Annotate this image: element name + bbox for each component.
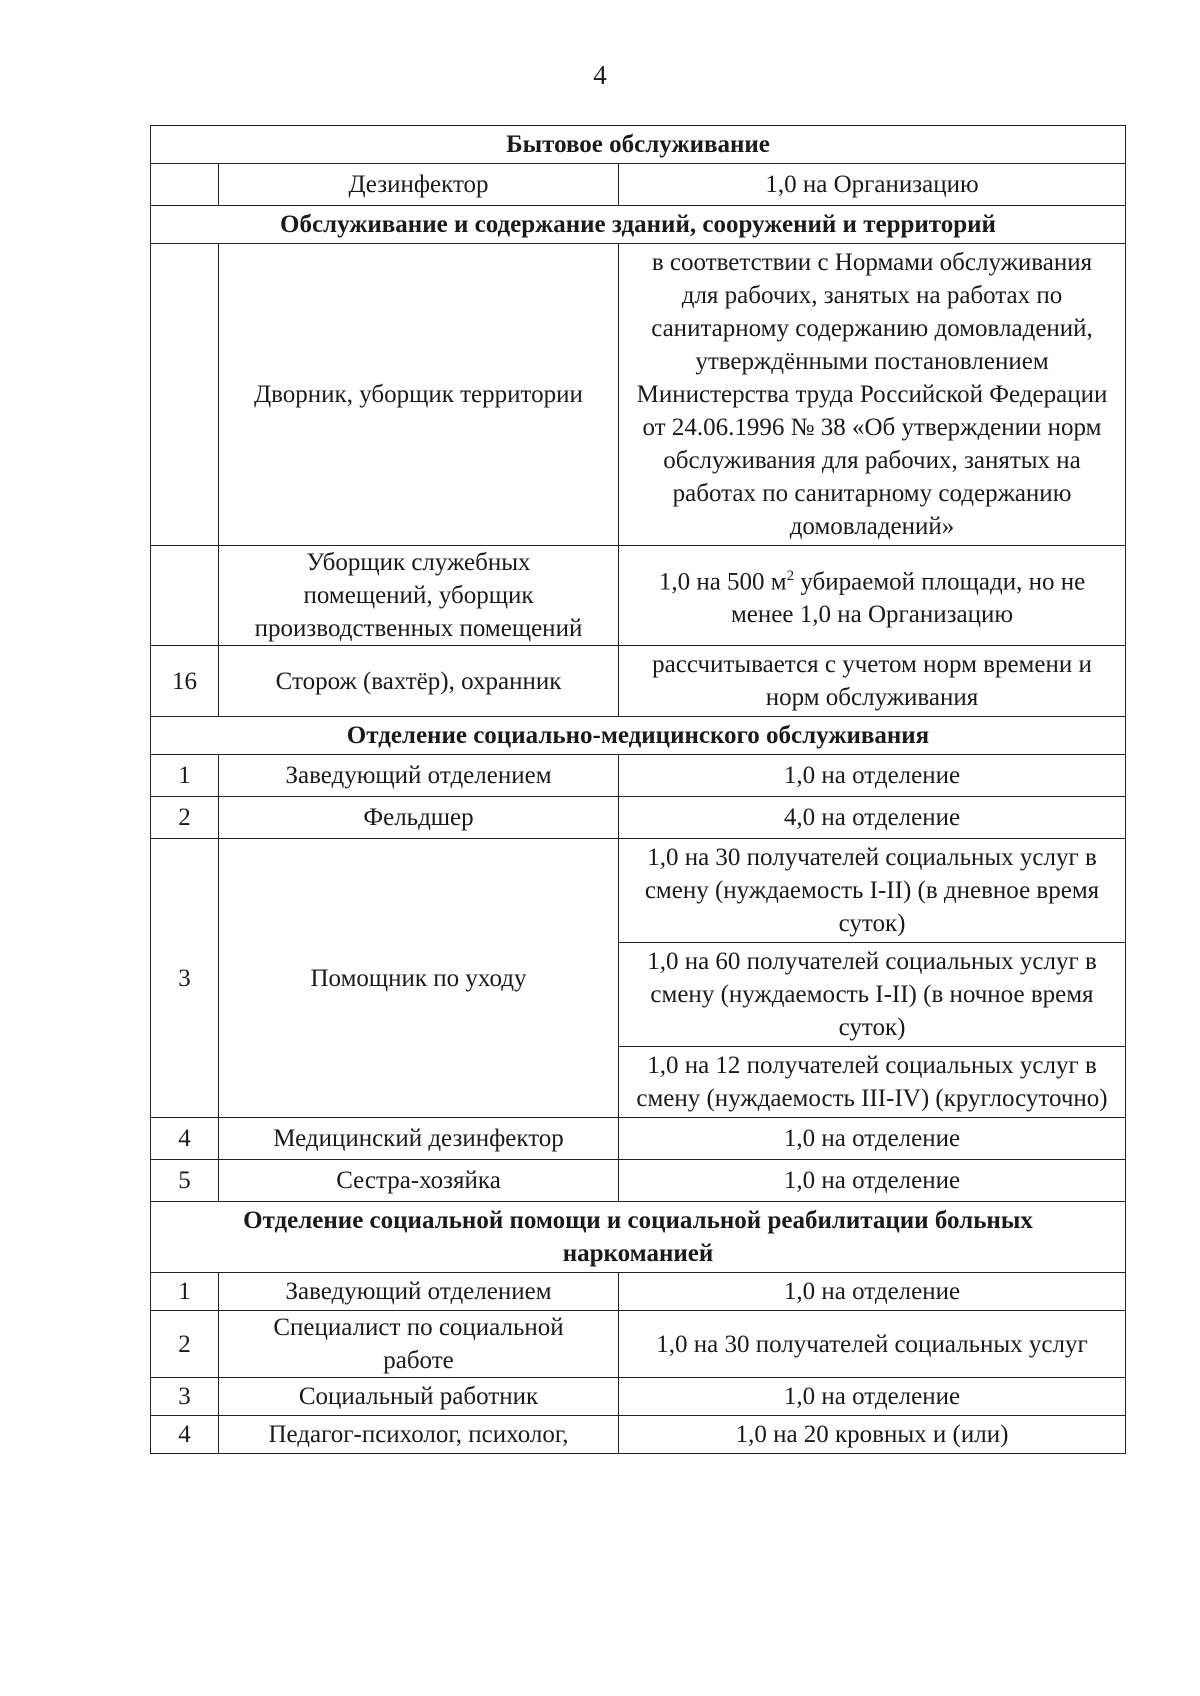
table-row	[151, 164, 1126, 206]
row-number: 4	[151, 1118, 219, 1160]
position-name: Специалист по социальной работе	[219, 1311, 619, 1378]
staffing-norm: 1,0 на 12 получателей социальных услуг в смену (нуждаемость III-IV) (круглосуточно)	[619, 1047, 1126, 1118]
staffing-norm: 1,0 на отделение	[619, 1160, 1126, 1202]
norm-superscript: 2	[786, 567, 795, 584]
staffing-norm: 1,0 на 20 кровных и (или)	[619, 1416, 1126, 1454]
row-number: 2	[151, 797, 219, 839]
position-name: Уборщик служебных помещений, уборщик производственных помещений	[219, 546, 619, 646]
row-number: 3	[151, 839, 219, 1118]
row-number: 5	[151, 1160, 219, 1202]
position-name: Заведующий отделением	[219, 755, 619, 797]
position-name: Заведующий отделением	[219, 1273, 619, 1311]
position-name: Помощник по уходу	[219, 839, 619, 1118]
row-number: 1	[151, 755, 219, 797]
row-number: 4	[151, 1416, 219, 1454]
section-header-row	[151, 126, 1126, 164]
position-name: Сестра-хозяйка	[219, 1160, 619, 1202]
page-number: 4	[593, 60, 607, 90]
row-number	[151, 546, 219, 646]
position-name: Социальный работник	[219, 1378, 619, 1416]
staffing-norm: 1,0 на Организацию	[619, 164, 1126, 206]
section-title: Отделение социальной помощи и социальной реабилитации больных наркоманией	[151, 1202, 1126, 1273]
staffing-norm: 1,0 на 30 получателей социальных услуг в смену (нуждаемость I-II) (в дневное время суток)	[619, 839, 1126, 943]
table-row	[151, 1160, 1126, 1202]
table-row	[151, 1311, 1126, 1378]
position-name: Сторож (вахтёр), охранник	[219, 646, 619, 717]
staffing-norm: 1,0 на отделение	[619, 1378, 1126, 1416]
table-row	[151, 755, 1126, 797]
table-row	[151, 1118, 1126, 1160]
position-name: Медицинский дезинфектор	[219, 1118, 619, 1160]
position-name: Фельдшер	[219, 797, 619, 839]
section-title: Обслуживание и содержание зданий, сооружений и территорий	[151, 206, 1126, 244]
table-row	[151, 1273, 1126, 1311]
table-row	[151, 1416, 1126, 1454]
norm-text-part: убираемой площади, но не менее 1,0 на Организацию	[730, 568, 1086, 629]
table-row	[151, 839, 1126, 943]
section-header-row	[151, 717, 1126, 755]
staffing-norm: 4,0 на отделение	[619, 797, 1126, 839]
staffing-table	[150, 125, 1126, 1454]
staffing-norm: 1,0 на отделение	[619, 755, 1126, 797]
row-number	[151, 244, 219, 546]
row-number: 1	[151, 1273, 219, 1311]
staffing-norm: 1,0 на 60 получателей социальных услуг в смену (нуждаемость I-II) (в ночное время суток)	[619, 943, 1126, 1047]
section-title: Отделение социально-медицинского обслуживания	[151, 717, 1126, 755]
row-number: 3	[151, 1378, 219, 1416]
staffing-norm: рассчитывается с учетом норм времени и норм обслуживания	[619, 646, 1126, 717]
section-header-row	[151, 206, 1126, 244]
row-number: 16	[151, 646, 219, 717]
row-number: 2	[151, 1311, 219, 1378]
norm-text-part: 1,0 на 500 м	[658, 568, 787, 596]
table-row	[151, 646, 1126, 717]
staffing-norm	[619, 546, 1126, 646]
section-header-row	[151, 1202, 1126, 1273]
position-name: Дворник, уборщик территории	[219, 244, 619, 546]
table-row	[151, 546, 1126, 646]
staffing-norm: 1,0 на отделение	[619, 1118, 1126, 1160]
table-row	[151, 797, 1126, 839]
position-name: Дезинфектор	[219, 164, 619, 206]
section-title: Бытовое обслуживание	[151, 126, 1126, 164]
table-row	[151, 244, 1126, 546]
staffing-norm: 1,0 на отделение	[619, 1273, 1126, 1311]
staffing-norm: в соответствии с Нормами обслуживания для рабочих, занятых на работах по санитарному содержанию домовладений, утверждёнными постановлением Министерства труда Российской Федерации от 24.06.1996 № 38 «Об утверждении норм обслуживания для рабочих, занятых на работах по санитарному содержанию домовладений»	[619, 244, 1126, 546]
table-row	[151, 1378, 1126, 1416]
staffing-norm: 1,0 на 30 получателей социальных услуг	[619, 1311, 1126, 1378]
position-name: Педагог-психолог, психолог,	[219, 1416, 619, 1454]
row-number	[151, 164, 219, 206]
